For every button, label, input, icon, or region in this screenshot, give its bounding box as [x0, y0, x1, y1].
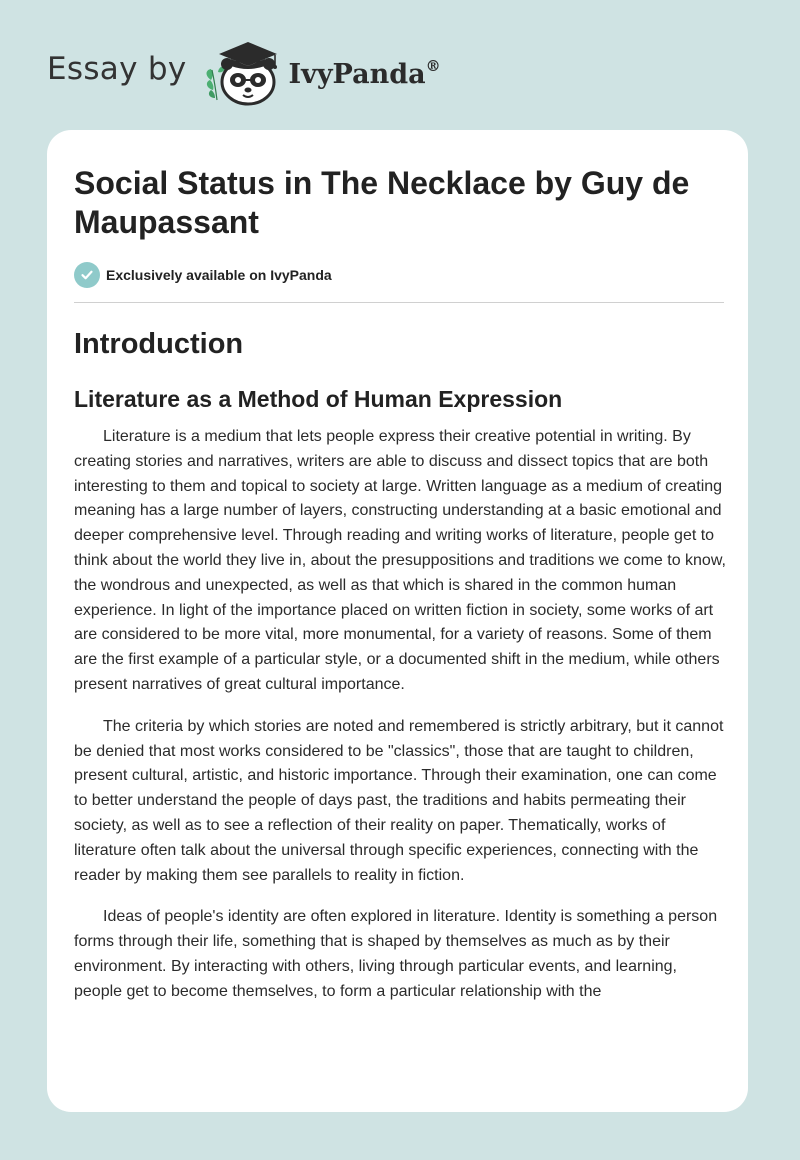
section-heading: Introduction	[74, 328, 244, 360]
essay-title: Social Status in The Necklace by Guy de Maupassant	[74, 165, 690, 240]
brand-name[interactable]	[288, 56, 441, 90]
essay-content	[74, 164, 726, 1005]
subsection-heading: Literature as a Method of Human Expression	[74, 386, 563, 412]
panda-graduate-icon	[203, 36, 287, 108]
ivypanda-logo[interactable]	[203, 36, 287, 108]
paragraph: Literature is a medium that lets people express their creative potential in writing. By creating stories and narratives, writers are able to discuss and dissect topics that are both interesting to them and topical to society at large. Written language as a medium of creating meaning has a large number of layers, constructing understanding at a basic emotional and deeper comprehensive level. Through reading and writing works of literature, people get to think about the world they live in, about the presuppositions and traditions we come to know, the wondrous and unexpected, as well as that which is shared in the common human experience. In light of the importance placed on written fiction in society, some works of art are considered to be more vital, more monumental, for a variety of reasons. Some of them are the first example of a particular style, or a documented shift in the medium, while others present narratives of great cultural importance.	[74, 428, 726, 693]
paragraph: The criteria by which stories are noted and remembered is strictly arbitrary, but it cannot be denied that most works considered to be "classics", those that are taught to children, present cultural, artistic, and historic importance. Through their examination, one can come to better understand the people of days past, the traditions and habits permeating their society, as well as to see a reflection of their reality on paper. Thematically, works of literature often talk about the universal through specific experiences, connecting with the reader by making them see parallels to reality in fiction.	[74, 717, 724, 884]
brand-text: IvyPanda	[288, 58, 426, 90]
checkmark-icon	[74, 262, 100, 288]
essay-card	[47, 130, 748, 1112]
exclusive-badge	[74, 262, 726, 288]
exclusive-badge-text: Exclusively available on IvyPanda	[106, 267, 332, 283]
site-header	[47, 36, 507, 108]
trademark-symbol: ®	[425, 56, 441, 75]
essay-by-label: Essay by	[47, 51, 187, 87]
title-divider	[74, 302, 724, 303]
paragraph: Ideas of people's identity are often explored in literature. Identity is something a person forms through their life, something that is shaped by themselves as much as by their environment. By interacting with others, living through particular events, and learning, people get to become themselves, to form a particular relationship with the	[74, 908, 718, 1000]
